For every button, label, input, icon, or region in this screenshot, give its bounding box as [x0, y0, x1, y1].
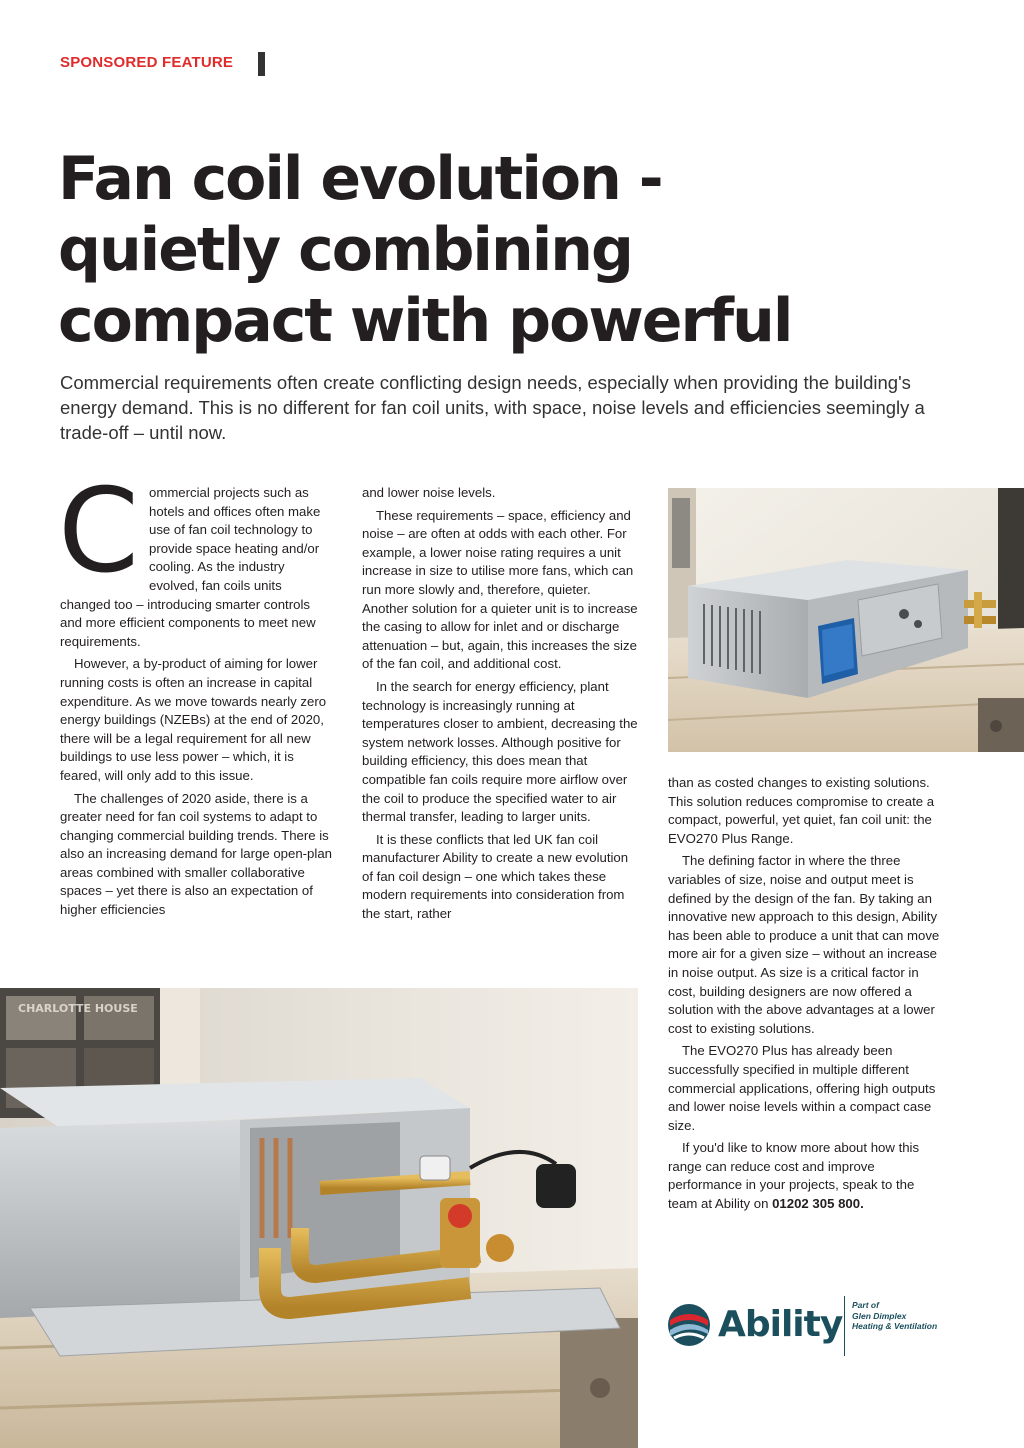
paragraph: The defining factor in where the three variables of size, noise and output meet is defined by the design of the fan. By taking an innovative new approach to this design, Ability has been able to produce a unit that can move more air for a given size – without an increase in noise output. As size is a critical factor in cost, building designers are now offered a solution with the above advantages at a lower cost to existing solutions. — [668, 853, 940, 1036]
paragraph: However, a by-product of aiming for lower running costs is often an increase in capital expenditure. As we move towards nearly zero energy buildings (NZEBs) at the end of 2020, there will be a legal requirement for all new buildings to use less power – which, it is feared, will only add to this issue. — [60, 656, 327, 783]
logo-note-line-1: Part of — [852, 1300, 879, 1310]
paragraph — [58, 464, 332, 651]
logo-divider — [844, 1296, 845, 1356]
paragraph: than as costed changes to existing solutions. This solution reduces compromise to create a compact, powerful, yet quiet, fan coil unit: the EVO270 Plus Range. — [668, 775, 935, 846]
ability-globe-icon — [666, 1302, 712, 1348]
paragraph: It is these conflicts that led UK fan coil manufacturer Ability to create a new evolution of fan coil design – one which takes these modern requirements into consideration from the start, rather — [362, 831, 629, 922]
fan-coil-photo-top — [668, 488, 1024, 752]
phone-number: 01202 305 800. — [772, 1196, 864, 1212]
body-column-3 — [668, 774, 940, 1218]
paragraph: and lower noise levels. — [362, 485, 496, 500]
logo-note-line-2: Glen Dimplex — [852, 1310, 907, 1321]
paragraph — [668, 1139, 940, 1213]
paragraph: The EVO270 Plus has already been successfully specified in multiple different commercial applications, offering high outputs and lower noise levels within a compact case size. — [668, 1043, 936, 1133]
headline-line-3: compact with powerful — [58, 286, 792, 356]
ability-logo — [666, 1294, 966, 1364]
kicker-divider-bar — [258, 52, 265, 76]
logo-note-line-3: Heating & Ventilation — [852, 1321, 938, 1331]
logo-parent-note — [852, 1300, 972, 1332]
contact-text: If you'd like to know more about how this range can reduce cost and improve performance in your projects, speak to the team at Ability on — [668, 1140, 920, 1212]
body-column-2 — [362, 484, 638, 928]
logo-wordmark: Ability — [718, 1304, 843, 1345]
paragraph-text: ommercial projects such as hotels and offices often make use of fan coil technology to provide space heating and/or cooling. As the industry evolved, fan coils units changed too – introducing smarter controls and more efficient components to meet new requirements. — [60, 485, 321, 649]
paragraph: The challenges of 2020 aside, there is a greater need for fan coil systems to adapt to changing commercial building trends. There is also an increasing demand for large open-plan areas combined with smaller collaborative spaces – yet there is also an expectation of higher efficiencies — [60, 790, 332, 918]
window-sign-text: CHARLOTTE HOUSE — [18, 1002, 138, 1015]
drop-cap: C — [58, 464, 139, 599]
standfirst: Commercial requirements often create conflicting design needs, especially when providing the building's energy demand. This is no different for fan coil units, with space, noise levels and efficiencies seemingly a trade-off – until now. — [60, 372, 925, 443]
headline-line-1: Fan coil evolution - — [58, 144, 662, 214]
section-kicker: SPONSORED FEATURE — [60, 54, 234, 71]
paragraph: In the search for energy efficiency, plant technology is increasingly running at temperatures closer to ambient, decreasing the system network losses. Although positive for building efficiency, this does mean that compatible fan coils require more airflow over the coil to produce the specified water to air thermal transfer, leading to larger units. — [362, 678, 638, 825]
article-headline — [58, 144, 958, 357]
body-column-1 — [58, 464, 332, 924]
fan-coil-photo-bottom — [0, 988, 638, 1448]
paragraph: These requirements – space, efficiency and noise – are often at odds with each other. For example, a lower noise rating requires a unit increase in size to utilise more fans, which can run more slowly and, therefore, quieter. Another solution for a quieter unit is to increase the casing to allow for inlet and or discharge attenuation – but, again, this increases the size of the fan coil, and additional cost. — [362, 507, 638, 672]
headline-line-2: quietly combining — [58, 215, 632, 285]
